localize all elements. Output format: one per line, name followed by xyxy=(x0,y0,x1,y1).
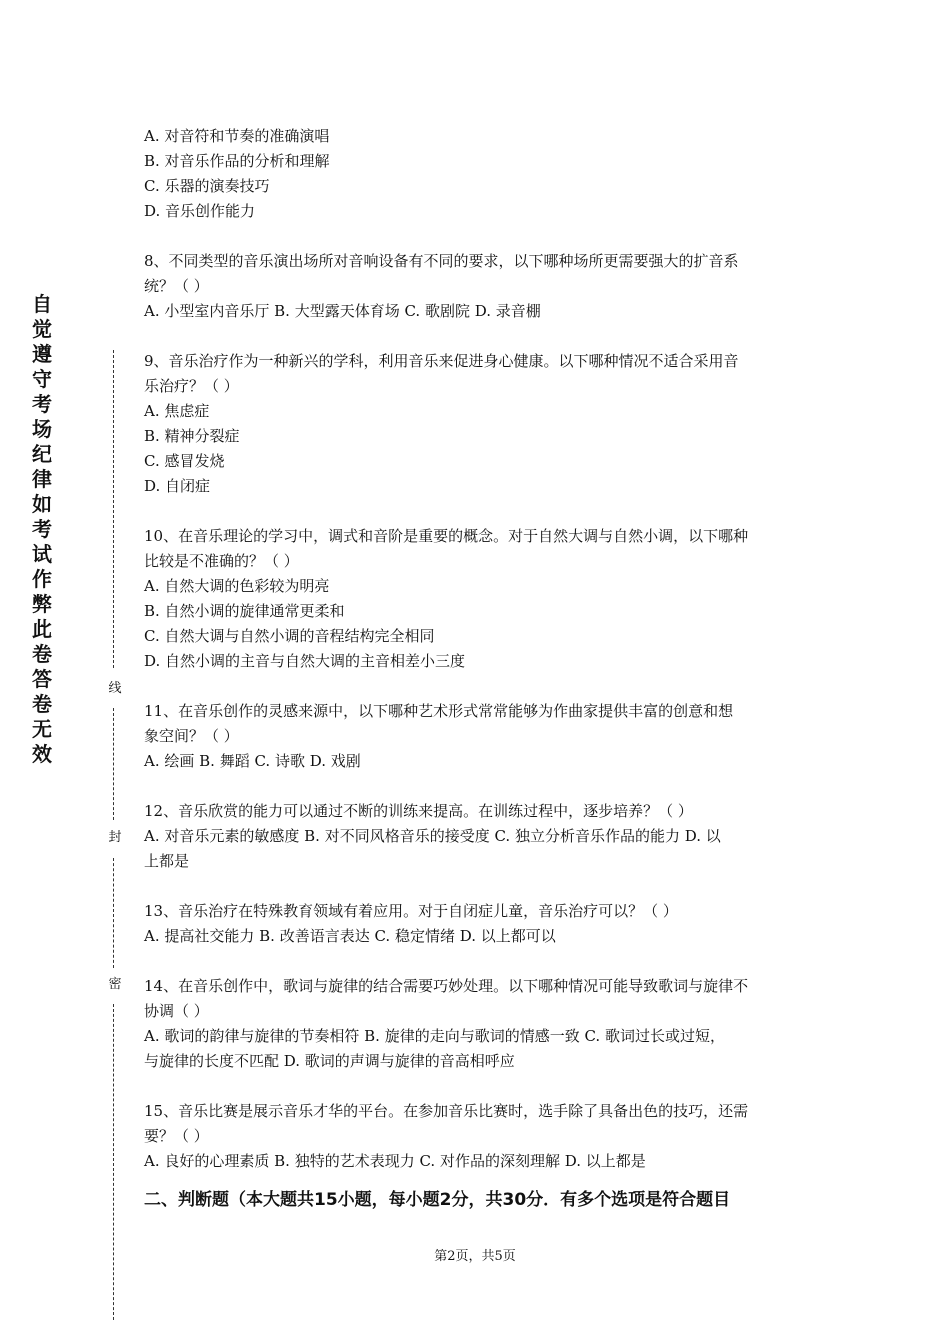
question-text: 14、在音乐创作中，歌词与旋律的结合需要巧妙处理。以下哪种情况可能导致歌词与旋律不 xyxy=(144,977,749,995)
option-line: A. 对音乐元素的敏感度 B. 对不同风格音乐的接受度 C. 独立分析音乐作品的能力 D. 以 xyxy=(144,827,721,845)
question-text: 象空间？（ ） xyxy=(144,727,239,745)
option-line: 上都是 xyxy=(144,852,190,870)
section-title-true-false: 二、判断题（本大题共15小题，每小题2分，共30分．有多个选项是符合题目 xyxy=(144,1190,731,1210)
option-line: C. 自然大调与自然小调的音程结构完全相同 xyxy=(144,627,435,645)
question-text: 11、在音乐创作的灵感来源中，以下哪种艺术形式常常能够为作曲家提供丰富的创意和想 xyxy=(144,702,734,720)
question-14 xyxy=(144,974,810,1074)
question-text: 15、音乐比赛是展示音乐才华的平台。在参加音乐比赛时，选手除了具备出色的技巧，还需 xyxy=(144,1102,749,1120)
option-line: D. 自闭症 xyxy=(144,477,211,495)
question-text: 8、不同类型的音乐演出场所对音响设备有不同的要求，以下哪种场所更需要强大的扩音系 xyxy=(144,252,739,270)
question-text: 9、音乐治疗作为一种新兴的学科，利用音乐来促进身心健康。以下哪种情况不适合采用音 xyxy=(144,352,739,370)
binding-line-segment xyxy=(113,858,114,968)
question-text: 统？（ ） xyxy=(144,277,209,295)
binding-line-segment xyxy=(113,708,114,820)
question-10 xyxy=(144,524,810,674)
binding-label-line: 线 xyxy=(108,681,122,696)
question-text: 12、音乐欣赏的能力可以通过不断的训练来提高。在训练过程中，逐步培养？（ ） xyxy=(144,802,693,820)
option-line: D. 自然小调的主音与自然大调的主音相差小三度 xyxy=(144,652,466,670)
option-line: D. 音乐创作能力 xyxy=(144,202,256,220)
option-line: A. 焦虑症 xyxy=(144,402,210,420)
question-text: 乐治疗？（ ） xyxy=(144,377,239,395)
option-line: C. 感冒发烧 xyxy=(144,452,225,470)
option-line: B. 自然小调的旋律通常更柔和 xyxy=(144,602,345,620)
question-text: 协调（ ） xyxy=(144,1002,209,1020)
binding-label-secret: 密 xyxy=(108,977,122,992)
question-text: 10、在音乐理论的学习中，调式和音阶是重要的概念。对于自然大调与自然小调，以下哪种 xyxy=(144,527,749,545)
option-line: A. 自然大调的色彩较为明亮 xyxy=(144,577,330,595)
binding-line-segment xyxy=(113,1004,114,1320)
option-line: A. 歌词的韵律与旋律的节奏相符 B. 旋律的走向与歌词的情感一致 C. 歌词过长或过短， xyxy=(144,1027,725,1045)
option-line: B. 精神分裂症 xyxy=(144,427,240,445)
question-text: 比较是不准确的？（ ） xyxy=(144,552,299,570)
option-line: A. 提高社交能力 B. 改善语言表达 C. 稳定情绪 D. 以上都可以 xyxy=(144,927,556,945)
question-11 xyxy=(144,699,810,774)
binding-label-seal: 封 xyxy=(108,830,122,845)
page-footer: 第2页，共5页 xyxy=(434,1249,516,1264)
exam-discipline-note: 自觉遵守考场纪律如考试作弊此卷答卷无效 xyxy=(32,292,52,766)
question-9 xyxy=(144,349,810,499)
question-15 xyxy=(144,1099,810,1174)
question-8 xyxy=(144,249,810,324)
question-text: 13、音乐治疗在特殊教育领域有着应用。对于自闭症儿童，音乐治疗可以？（ ） xyxy=(144,902,678,920)
option-line: A. 对音符和节奏的准确演唱 xyxy=(144,127,330,145)
prev-question-options xyxy=(144,124,810,224)
option-line: A. 绘画 B. 舞蹈 C. 诗歌 D. 戏剧 xyxy=(144,752,361,770)
question-12 xyxy=(144,799,810,874)
binding-line-segment xyxy=(113,350,114,668)
option-line: 与旋律的长度不匹配 D. 歌词的声调与旋律的音高相呼应 xyxy=(144,1052,515,1070)
question-text: 要？（ ） xyxy=(144,1127,209,1145)
option-line: A. 小型室内音乐厅 B. 大型露天体育场 C. 歌剧院 D. 录音棚 xyxy=(144,302,541,320)
question-13 xyxy=(144,899,810,949)
option-line: A. 良好的心理素质 B. 独特的艺术表现力 C. 对作品的深刻理解 D. 以上都是 xyxy=(144,1152,646,1170)
option-line: B. 对音乐作品的分析和理解 xyxy=(144,152,330,170)
option-line: C. 乐器的演奏技巧 xyxy=(144,177,270,195)
exam-content xyxy=(144,124,810,1214)
